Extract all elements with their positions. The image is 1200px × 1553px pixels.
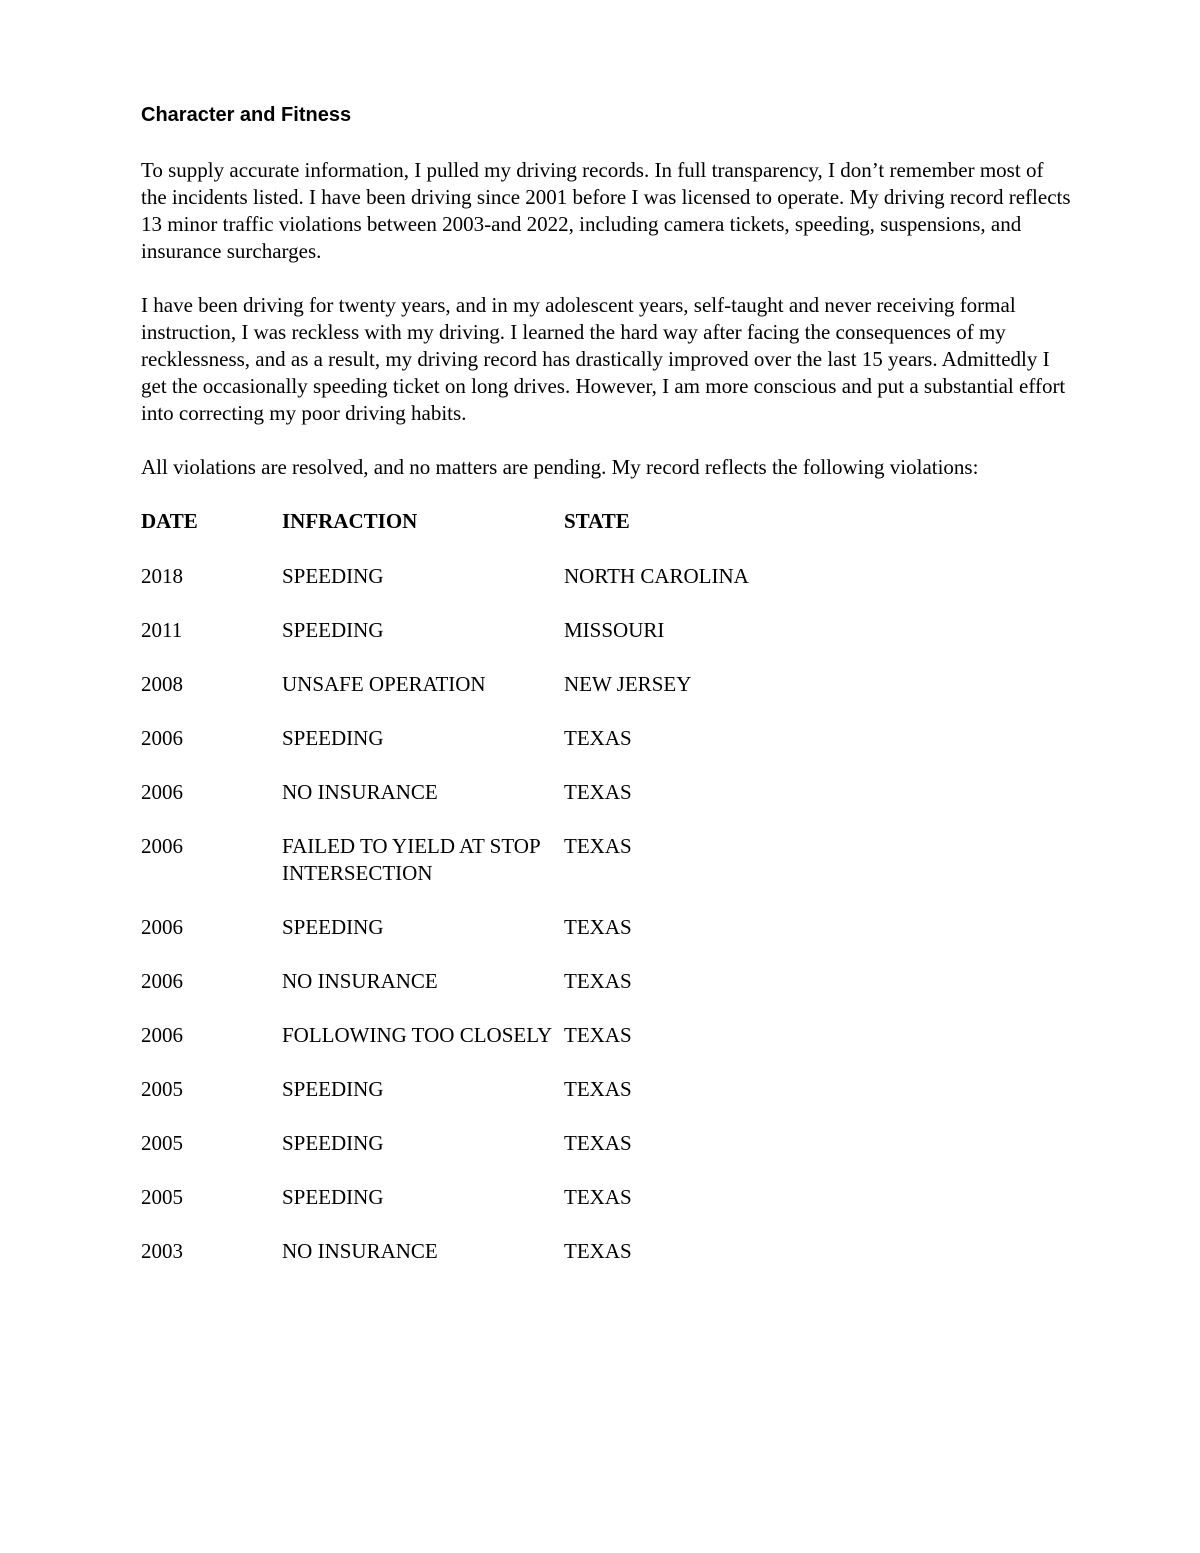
cell-infraction: UNSAFE OPERATION	[282, 672, 486, 696]
cell-date: 2006	[141, 780, 183, 804]
cell-infraction: SPEEDING	[282, 564, 384, 588]
paragraph-violations-intro: All violations are resolved, and no matters are pending. My record reflects the following violations:	[141, 455, 979, 479]
cell-state: TEXAS	[564, 1077, 632, 1101]
cell-state: TEXAS	[564, 969, 632, 993]
header-date: DATE	[141, 509, 198, 533]
cell-state: TEXAS	[564, 834, 632, 858]
table-row	[141, 1238, 1071, 1265]
table-row	[141, 779, 1071, 806]
cell-infraction: NO INSURANCE	[282, 969, 438, 993]
cell-infraction: SPEEDING	[282, 915, 384, 939]
cell-infraction: SPEEDING	[282, 1131, 384, 1155]
cell-infraction: FOLLOWING TOO CLOSELY	[282, 1023, 553, 1047]
cell-state: TEXAS	[564, 1239, 632, 1263]
table-row	[141, 833, 1071, 887]
table-row	[141, 563, 1071, 590]
cell-date: 2008	[141, 672, 183, 696]
violations-table	[141, 508, 1071, 1265]
cell-date: 2018	[141, 564, 183, 588]
cell-date: 2005	[141, 1077, 183, 1101]
paragraph-driving-history: I have been driving for twenty years, and in my adolescent years, self-taught and never receiving formal instruction, I was reckless with my driving. I learned the hard way after facing the consequences of my recklessness, and as a result, my driving record has drastically improved over the last 15 years. Admittedly I get the occasionally speeding ticket on long drives. However, I am more conscious and put a substantial effort into correcting my poor driving habits.	[141, 293, 1066, 425]
table-row	[141, 1076, 1071, 1103]
table-row	[141, 1184, 1071, 1211]
cell-infraction: SPEEDING	[282, 618, 384, 642]
cell-state: TEXAS	[564, 1185, 632, 1209]
cell-infraction: SPEEDING	[282, 1077, 384, 1101]
cell-date: 2006	[141, 726, 183, 750]
cell-state: TEXAS	[564, 915, 632, 939]
document-page	[141, 100, 1071, 1292]
cell-date: 2011	[141, 618, 183, 642]
table-header-row	[141, 508, 1071, 535]
cell-state: TEXAS	[564, 1131, 632, 1155]
header-infraction: INFRACTION	[282, 509, 418, 533]
table-row	[141, 968, 1071, 995]
cell-state: TEXAS	[564, 1023, 632, 1047]
cell-date: 2006	[141, 834, 183, 858]
cell-date: 2005	[141, 1185, 183, 1209]
cell-state: TEXAS	[564, 726, 632, 750]
cell-date: 2003	[141, 1239, 183, 1263]
cell-state: MISSOURI	[564, 618, 665, 642]
document-title: Character and Fitness	[141, 104, 352, 126]
table-row	[141, 617, 1071, 644]
table-row	[141, 1022, 1071, 1049]
cell-date: 2005	[141, 1131, 183, 1155]
cell-date: 2006	[141, 1023, 183, 1047]
header-state: STATE	[564, 509, 630, 533]
paragraph-records-intro: To supply accurate information, I pulled my driving records. In full transparency, I don’t remember most of the incidents listed. I have been driving since 2001 before I was licensed to operate. My driving record reflects 13 minor traffic violations between 2003-and 2022, including camera tickets, speeding, suspensions, and insurance surcharges.	[141, 158, 1071, 263]
cell-date: 2006	[141, 915, 183, 939]
cell-infraction: SPEEDING	[282, 726, 384, 750]
table-row	[141, 671, 1071, 698]
cell-infraction: NO INSURANCE	[282, 1239, 438, 1263]
table-body	[141, 563, 1071, 1265]
cell-state: TEXAS	[564, 780, 632, 804]
cell-infraction: NO INSURANCE	[282, 780, 438, 804]
table-row	[141, 725, 1071, 752]
cell-infraction: SPEEDING	[282, 1185, 384, 1209]
cell-state: NEW JERSEY	[564, 672, 692, 696]
cell-date: 2006	[141, 969, 183, 993]
table-row	[141, 914, 1071, 941]
cell-state: NORTH CAROLINA	[564, 564, 749, 588]
table-row	[141, 1130, 1071, 1157]
cell-infraction: FAILED TO YIELD AT STOP INTERSECTION	[282, 834, 540, 885]
